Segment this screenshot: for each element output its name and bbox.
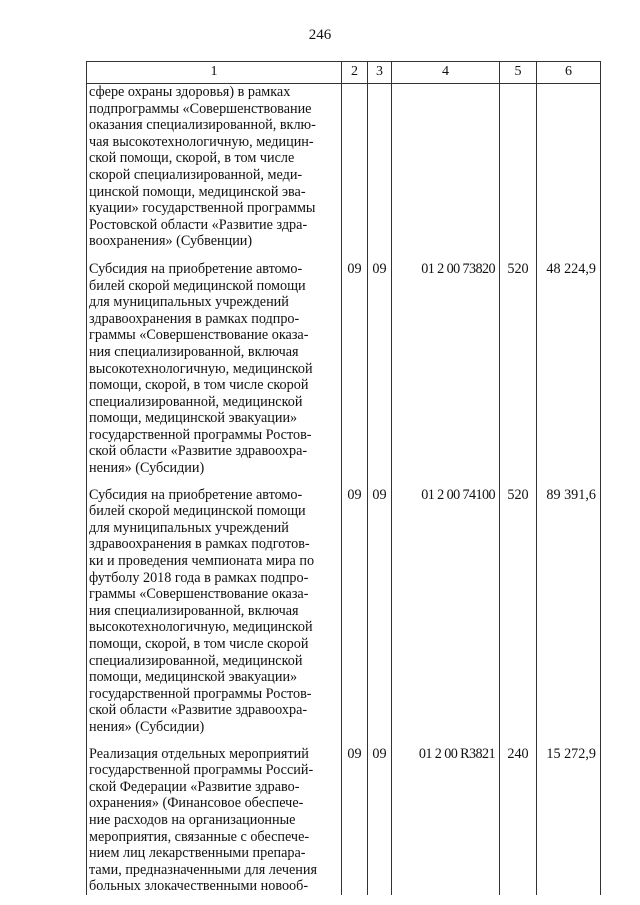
description-line: билей скорой медицинской помощи <box>89 503 306 520</box>
amount-value <box>537 84 601 257</box>
description-line: помощи, скорой, в том числе скорой <box>89 377 309 394</box>
table-header <box>87 62 601 84</box>
description-line: ской области «Развитие здравоохра- <box>89 443 308 460</box>
column-header-5: 5 <box>500 62 537 84</box>
description-line: высокотехнологичную, медицинской <box>89 360 313 377</box>
description-line: цинской помощи, медицинской эва- <box>89 183 306 200</box>
description-line: больных злокачественными новооб- <box>89 878 309 895</box>
description-line: ние расходов на организационные <box>89 811 296 828</box>
description-line: воохранения» (Субвенции) <box>89 233 253 250</box>
table-row <box>87 84 601 257</box>
section-code: 09 <box>342 483 368 742</box>
amount-value: 48 224,9 <box>537 257 601 483</box>
page-number: 246 <box>308 27 332 43</box>
description-line: Субсидия на приобретение автомо- <box>89 486 303 503</box>
description-line: помощи, медицинской эвакуации» <box>89 410 298 427</box>
description-line: ской Федерации «Развитие здраво- <box>89 778 300 795</box>
row-description <box>87 257 342 483</box>
column-header-4: 4 <box>392 62 500 84</box>
description-line: здравоохранения в рамках подпро- <box>89 310 300 327</box>
description-line: нием лиц лекарственными препара- <box>89 845 306 862</box>
description-line: ния специализированной, включая <box>89 602 299 619</box>
subsection-code <box>368 84 392 257</box>
table-row <box>87 483 601 742</box>
expense-type-code: 520 <box>500 257 537 483</box>
section-code: 09 <box>342 257 368 483</box>
description-line: помощи, скорой, в том числе скорой <box>89 636 309 652</box>
subsection-code: 09 <box>368 257 392 483</box>
subsection-code: 09 <box>368 742 392 895</box>
description-line: высокотехнологичную, медицинской <box>89 619 313 636</box>
description-line: граммы «Совершенствование оказа- <box>89 327 309 344</box>
description-line: ской области «Развитие здравоохра- <box>89 702 308 719</box>
table-row <box>87 742 601 895</box>
target-article-code: 01 2 00 74100 <box>392 483 500 742</box>
row-description <box>87 84 342 257</box>
target-article-code: 01 2 00 73820 <box>392 257 500 483</box>
section-code: 09 <box>342 742 368 895</box>
description-line: граммы «Совершенствование оказа- <box>89 586 309 603</box>
description-line: куации» государственной программы <box>89 200 316 217</box>
description-line: оказания специализированной, вклю- <box>89 117 316 134</box>
description-line: нения» (Субсидии) <box>89 460 205 477</box>
description-line: ской помощи, скорой, в том числе <box>89 150 295 167</box>
budget-table <box>86 61 601 895</box>
description-line: тами, предназначенными для лечения <box>89 861 317 878</box>
description-line: футболу 2018 года в рамках подпро- <box>89 569 309 586</box>
expense-type-code: 240 <box>500 742 537 895</box>
description-line: Ростовской области «Развитие здра- <box>89 216 308 233</box>
description-line: государственной программы Россий- <box>89 762 314 779</box>
amount-value: 89 391,6 <box>537 483 601 742</box>
column-header-1: 1 <box>87 62 342 84</box>
target-article-code <box>392 84 500 257</box>
description-line: охранения» (Финансовое обеспече- <box>89 795 304 812</box>
description-line: сфере охраны здоровья) в рамках <box>89 84 291 100</box>
column-header-3: 3 <box>368 62 392 84</box>
column-header-6: 6 <box>537 62 601 84</box>
description-line: ния специализированной, включая <box>89 343 299 360</box>
target-article-code: 01 2 00 R3821 <box>392 742 500 895</box>
row-description <box>87 483 342 742</box>
description-line: нения» (Субсидии) <box>89 718 205 735</box>
description-line: здравоохранения в рамках подготов- <box>89 536 310 553</box>
description-line: Субсидия на приобретение автомо- <box>89 260 303 277</box>
description-line: скорой специализированной, меди- <box>89 166 303 183</box>
description-line: билей скорой медицинской помощи <box>89 277 306 294</box>
description-line: подпрограммы «Совершенствование <box>89 100 312 117</box>
description-line: государственной программы Ростов- <box>89 685 312 702</box>
description-line: чая высокотехнологичную, медицин- <box>89 133 314 150</box>
subsection-code: 09 <box>368 483 392 742</box>
section-code <box>342 84 368 257</box>
description-line: специализированной, медицинской <box>89 393 303 410</box>
row-description <box>87 742 342 895</box>
description-line: Реализация отдельных мероприятий <box>89 745 309 762</box>
table-row <box>87 257 601 483</box>
description-line: государственной программы Ростов- <box>89 426 312 443</box>
description-line: для муниципальных учреждений <box>89 294 289 311</box>
description-line: специализированной, медицинской <box>89 652 303 669</box>
column-header-2: 2 <box>342 62 368 84</box>
description-line: для муниципальных учреждений <box>89 519 289 536</box>
description-line: мероприятия, связанные с обеспече- <box>89 828 310 845</box>
expense-type-code: 520 <box>500 483 537 742</box>
description-line: помощи, медицинской эвакуации» <box>89 669 298 686</box>
expense-type-code <box>500 84 537 257</box>
description-line: ки и проведения чемпионата мира по <box>89 553 315 570</box>
table-body <box>87 84 601 895</box>
amount-value: 15 272,9 <box>537 742 601 895</box>
